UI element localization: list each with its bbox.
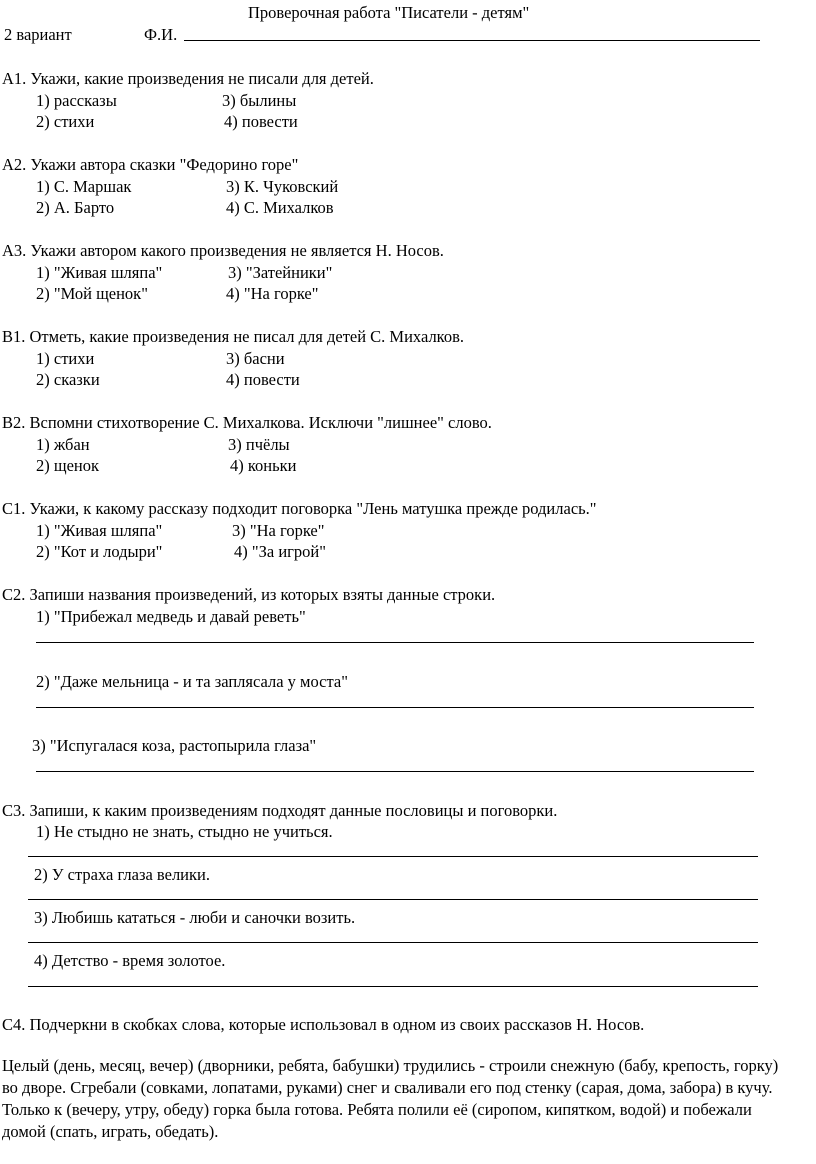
question-c2-answer-line-2[interactable] (36, 707, 754, 708)
question-a1-option-4[interactable]: 4) повести (224, 112, 298, 131)
question-b1-option-4[interactable]: 4) повести (226, 370, 300, 389)
question-c2-item-1: 1) "Прибежал медведь и давай реветь" (36, 607, 306, 626)
question-a3-prompt: А3. Укажи автором какого произведения не является Н. Носов. (2, 241, 444, 260)
question-b1-option-2[interactable]: 2) сказки (36, 370, 100, 389)
question-c3-answer-line-1[interactable] (28, 856, 758, 857)
page-title: Проверочная работа "Писатели - детям" (248, 3, 530, 22)
question-b2-option-1[interactable]: 1) жбан (36, 435, 90, 454)
question-a2-option-3[interactable]: 3) К. Чуковский (226, 177, 339, 196)
name-answer-line[interactable] (184, 40, 760, 41)
question-b2-option-2[interactable]: 2) щенок (36, 456, 99, 475)
question-c3-item-3: 3) Любишь кататься - люби и саночки возить. (34, 908, 356, 927)
question-c3-answer-line-3[interactable] (28, 942, 758, 943)
question-c2-prompt: С2. Запиши названия произведений, из которых взяты данные строки. (2, 585, 496, 604)
question-a1-option-1[interactable]: 1) рассказы (36, 91, 117, 110)
question-c4-prompt: С4. Подчеркни в скобках слова, которые использовал в одном из своих рассказов Н. Носов. (2, 1015, 645, 1034)
question-a1-option-2[interactable]: 2) стихи (36, 112, 95, 131)
question-a3-option-4[interactable]: 4) "На горке" (226, 284, 319, 303)
question-b1-option-3[interactable]: 3) басни (226, 349, 285, 368)
question-c2-answer-line-1[interactable] (36, 642, 754, 643)
variant-label: 2 вариант (4, 25, 72, 44)
question-c3-item-1: 1) Не стыдно не знать, стыдно не учиться. (36, 822, 333, 841)
question-c3-answer-line-2[interactable] (28, 899, 758, 900)
question-a3-option-3[interactable]: 3) "Затейники" (228, 263, 333, 282)
question-c1-prompt: С1. Укажи, к какому рассказу подходит поговорка "Лень матушка прежде родилась." (2, 499, 597, 518)
question-a3-option-1[interactable]: 1) "Живая шляпа" (36, 263, 163, 282)
question-a2-prompt: А2. Укажи автора сказки "Федорино горе" (2, 155, 299, 174)
question-a3-option-2[interactable]: 2) "Мой щенок" (36, 284, 148, 303)
question-a1-prompt: А1. Укажи, какие произведения не писали для детей. (2, 69, 374, 88)
question-c1-option-2[interactable]: 2) "Кот и лодыри" (36, 542, 163, 561)
question-a2-option-1[interactable]: 1) С. Маршак (36, 177, 132, 196)
question-b2-prompt: В2. Вспомни стихотворение С. Михалкова. Исключи "лишнее" слово. (2, 413, 492, 432)
question-c2-item-2: 2) "Даже мельница - и та заплясала у моста" (36, 672, 348, 691)
question-c3-item-4: 4) Детство - время золотое. (34, 951, 226, 970)
question-b1-prompt: В1. Отметь, какие произведения не писал для детей С. Михалков. (2, 327, 465, 346)
question-c1-option-4[interactable]: 4) "За игрой" (234, 542, 326, 561)
question-c1-option-3[interactable]: 3) "На горке" (232, 521, 325, 540)
question-b2-option-3[interactable]: 3) пчёлы (228, 435, 290, 454)
question-a1-option-3[interactable]: 3) былины (222, 91, 297, 110)
question-c2-answer-line-3[interactable] (36, 771, 754, 772)
question-c2-item-3: 3) "Испугалася коза, растопырила глаза" (32, 736, 317, 755)
question-c3-answer-line-4[interactable] (28, 986, 758, 987)
question-a2-option-4[interactable]: 4) С. Михалков (226, 198, 334, 217)
question-c1-option-1[interactable]: 1) "Живая шляпа" (36, 521, 163, 540)
question-c3-prompt: С3. Запиши, к каким произведениям подходят данные пословицы и поговорки. (2, 801, 558, 820)
question-b1-option-1[interactable]: 1) стихи (36, 349, 95, 368)
name-label: Ф.И. (144, 25, 178, 44)
question-b2-option-4[interactable]: 4) коньки (230, 456, 297, 475)
question-c4-text[interactable]: Целый (день, месяц, вечер) (дворники, ребята, бабушки) трудились - строили снежную (бабу, крепость, горку) во дворе. Сгребали (совками, лопатами, руками) снег и сваливали его под стенку (сарая, дома, забора) в кучу. Только к (вечеру, утру, обеду) горка была готова. Ребята полили её (сиропом, кипятком, водой) и побежали домой (спать, играть, обедать). (2, 1056, 779, 1141)
question-a2-option-2[interactable]: 2) А. Барто (36, 198, 115, 217)
question-c3-item-2: 2) У страха глаза велики. (34, 865, 210, 884)
